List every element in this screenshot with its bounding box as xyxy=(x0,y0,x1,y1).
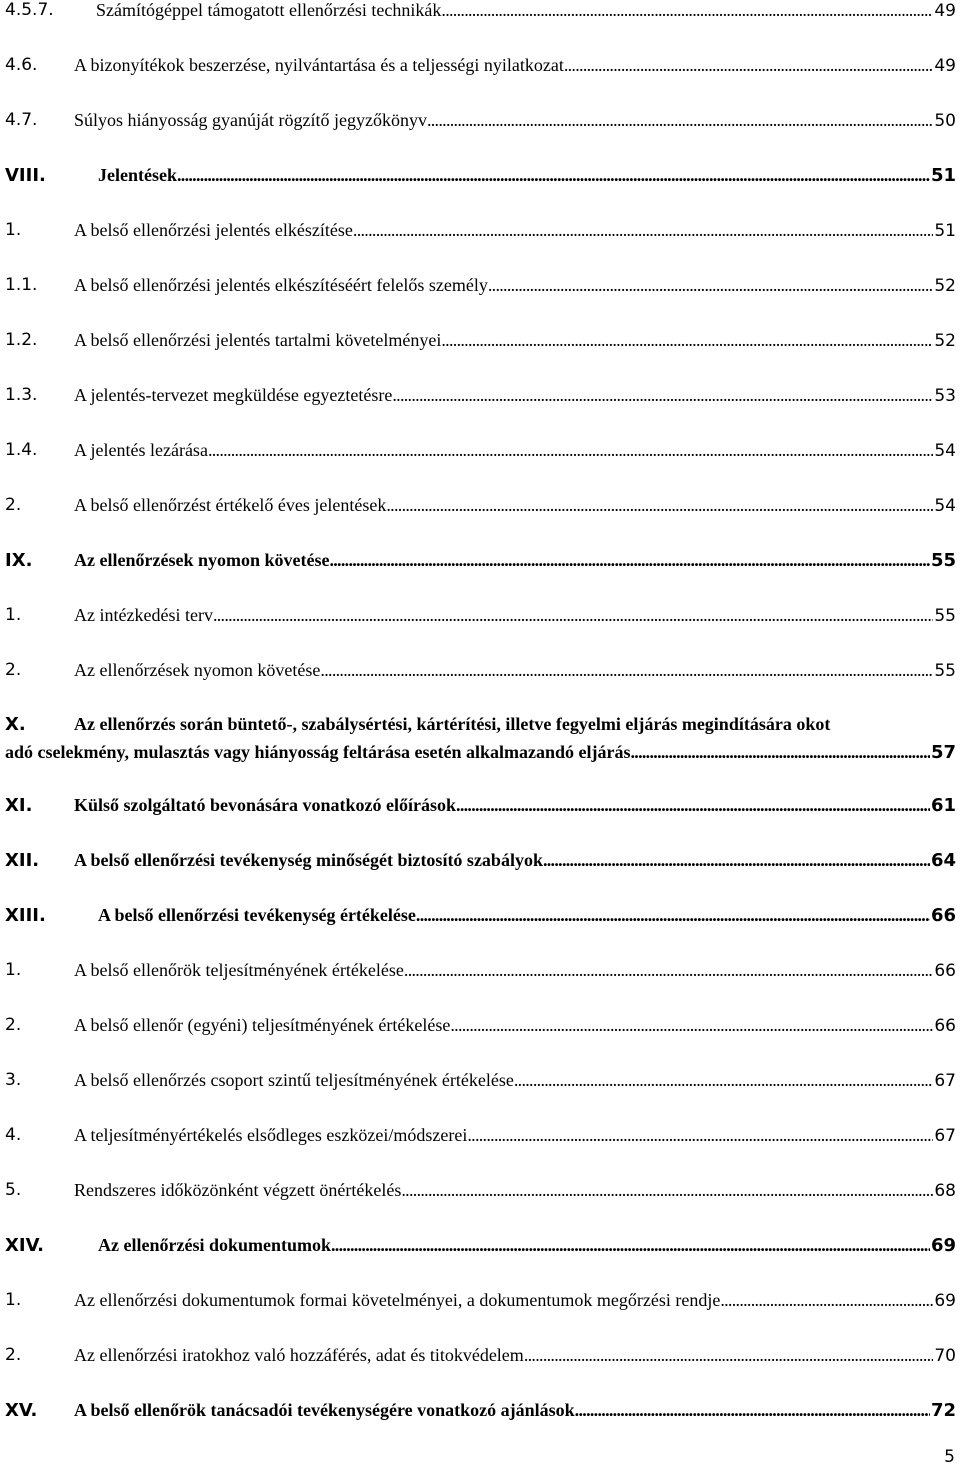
toc-entry-page: 66 xyxy=(934,1016,956,1036)
toc-entry-number: 1.2. xyxy=(5,330,38,350)
dot-leader xyxy=(450,1015,933,1036)
toc-entry-page: 66 xyxy=(934,961,956,981)
toc-entry-page: 64 xyxy=(930,850,956,871)
toc-entry-title: Az ellenőrzések nyomon követése xyxy=(74,660,321,680)
toc-chapter-entry[interactable] xyxy=(5,165,956,195)
toc-entry[interactable] xyxy=(5,1015,956,1045)
toc-entry[interactable] xyxy=(5,385,956,415)
toc-entry[interactable] xyxy=(5,605,956,635)
toc-entry[interactable] xyxy=(5,1125,956,1155)
toc-chapter-entry[interactable] xyxy=(5,1235,956,1265)
dot-leader xyxy=(543,850,930,871)
toc-entry-title: Az ellenőrzési dokumentumok xyxy=(98,1235,331,1255)
toc-entry-page: 67 xyxy=(934,1126,956,1146)
toc-entry-page: 72 xyxy=(930,1400,956,1421)
dot-leader xyxy=(575,1400,930,1421)
toc-entry-title: Jelentések xyxy=(98,165,177,185)
toc-entry-title: A belső ellenőrzési tevékenység minőségét biztosító szabályok xyxy=(74,850,543,870)
dot-leader xyxy=(386,495,933,516)
toc-entry-title: A belső ellenőrzést értékelő éves jelentések xyxy=(74,495,387,515)
toc-entry-page: 54 xyxy=(934,441,956,461)
dot-leader xyxy=(427,110,933,131)
toc-entry-title: Az ellenőrzési dokumentumok formai követelményei, a dokumentumok megőrzési rendje xyxy=(74,1290,721,1310)
dot-leader xyxy=(320,660,933,681)
toc-entry-title: Az ellenőrzések nyomon követése xyxy=(74,550,330,570)
toc-entry-number: IX. xyxy=(5,550,33,571)
dot-leader xyxy=(404,960,933,981)
toc-entry-page: 68 xyxy=(934,1181,956,1201)
toc-entry-number: XIII. xyxy=(5,905,46,926)
dot-leader xyxy=(456,795,930,816)
dot-leader xyxy=(416,905,930,926)
toc-entry-title: A belső ellenőrzési jelentés elkészítéséért felelős személy xyxy=(74,275,488,295)
toc-chapter-entry[interactable] xyxy=(5,550,956,580)
toc-entry-number: 2. xyxy=(5,660,22,680)
toc-entry[interactable] xyxy=(5,960,956,990)
toc-entry[interactable] xyxy=(5,275,956,305)
dot-leader xyxy=(720,1290,933,1311)
toc-entry[interactable] xyxy=(5,1070,956,1100)
toc-entry-number: XII. xyxy=(5,850,40,871)
toc-entry-title: A belső ellenőr (egyéni) teljesítményének értékelése xyxy=(74,1015,451,1035)
toc-entry-title-line2: adó cselekmény, mulasztás vagy hiányosság feltárása esetén alkalmazandó eljárás xyxy=(5,742,631,762)
toc-entry-page: 49 xyxy=(934,56,956,76)
dot-leader xyxy=(564,55,934,76)
toc-entry-number: 4.6. xyxy=(5,55,38,75)
toc-entry-number: 2. xyxy=(5,1015,22,1035)
toc-entry-number: XV. xyxy=(5,1400,38,1421)
toc-entry-number: 5. xyxy=(5,1180,22,1200)
toc-entry-page: 69 xyxy=(930,1235,956,1256)
toc-entry[interactable] xyxy=(5,660,956,690)
toc-entry[interactable] xyxy=(5,55,956,85)
page-number: 5 xyxy=(944,1447,955,1467)
toc-entry-page: 66 xyxy=(930,905,956,926)
toc-entry-number: VIII. xyxy=(5,165,46,186)
toc-entry-title: A jelentés lezárása xyxy=(74,440,208,460)
toc-entry-number: 1.3. xyxy=(5,385,38,405)
toc-entry-page: 69 xyxy=(934,1291,956,1311)
toc-chapter-entry[interactable] xyxy=(5,850,956,880)
toc-entry-title: A jelentés-tervezet megküldése egyeztetésre xyxy=(74,385,393,405)
toc-entry-number: 1.4. xyxy=(5,440,38,460)
toc-entry-number: 1. xyxy=(5,960,22,980)
toc-chapter-entry[interactable] xyxy=(5,905,956,935)
toc-entry-title: A bizonyítékok beszerzése, nyilvántartása és a teljességi nyilatkozat xyxy=(74,55,564,75)
toc-entry-title: Az intézkedési terv xyxy=(74,605,213,625)
toc-entry-number: 2. xyxy=(5,1345,22,1365)
dot-leader xyxy=(630,742,929,763)
toc-entry-page: 52 xyxy=(934,276,956,296)
toc-entry-number: 1.1. xyxy=(5,275,38,295)
toc-entry-number: 4.7. xyxy=(5,110,38,130)
dot-leader xyxy=(177,165,930,186)
dot-leader xyxy=(524,1345,934,1366)
toc-entry[interactable] xyxy=(5,220,956,250)
toc-entry-title: Számítógéppel támogatott ellenőrzési technikák xyxy=(96,0,442,20)
toc-entry[interactable] xyxy=(5,1345,956,1375)
toc-entry[interactable] xyxy=(5,1290,956,1320)
toc-entry[interactable] xyxy=(5,495,956,525)
dot-leader xyxy=(514,1070,934,1091)
toc-entry-page: 53 xyxy=(934,386,956,406)
dot-leader xyxy=(467,1125,933,1146)
toc-entry-number: XI. xyxy=(5,795,33,816)
toc-entry-title: Külső szolgáltató bevonására vonatkozó előírások xyxy=(74,795,457,815)
toc-entry-page: 50 xyxy=(934,111,956,131)
toc-entry-title: Rendszeres időközönként végzett önértékelés xyxy=(74,1180,402,1200)
dot-leader xyxy=(392,385,933,406)
toc-entry-title: A belső ellenőrök teljesítményének értékelése xyxy=(74,960,404,980)
dot-leader xyxy=(331,1235,930,1256)
toc-entry-title: Az ellenőrzési iratokhoz való hozzáférés, adat és titokvédelem xyxy=(74,1345,524,1365)
toc-entry[interactable] xyxy=(5,0,956,30)
toc-entry-page: 67 xyxy=(934,1071,956,1091)
toc-entry[interactable] xyxy=(5,1180,956,1210)
toc-entry-page: 55 xyxy=(934,606,956,626)
dot-leader xyxy=(441,330,933,351)
toc-entry-page: 51 xyxy=(930,165,956,186)
toc-entry-number: 1. xyxy=(5,605,22,625)
toc-entry-page: 61 xyxy=(930,795,956,816)
toc-entry-page: 55 xyxy=(934,661,956,681)
toc-entry-number: 4. xyxy=(5,1125,22,1145)
toc-entry[interactable] xyxy=(5,440,956,470)
toc-entry-number: 3. xyxy=(5,1070,22,1090)
toc-entry-page: 49 xyxy=(934,1,956,21)
toc-entry-number: 2. xyxy=(5,495,22,515)
toc-entry-page: 52 xyxy=(934,331,956,351)
toc-entry-number: 1. xyxy=(5,220,22,240)
toc-entry[interactable] xyxy=(5,110,956,140)
dot-leader xyxy=(401,1180,933,1201)
toc-entry-number: X. xyxy=(5,714,26,735)
toc-entry-page: 54 xyxy=(934,496,956,516)
toc-entry-page: 55 xyxy=(930,550,956,571)
toc-entry-title: A belső ellenőrzési jelentés elkészítése xyxy=(74,220,353,240)
toc-entry[interactable] xyxy=(5,330,956,360)
toc-entry-title: A teljesítményértékelés elsődleges eszközei/módszerei xyxy=(74,1125,468,1145)
toc-entry-page: 57 xyxy=(930,742,956,763)
dot-leader xyxy=(353,220,933,241)
dot-leader xyxy=(441,0,933,21)
dot-leader xyxy=(488,275,934,296)
toc-entry-page: 51 xyxy=(934,221,956,241)
toc-entry-title: A belső ellenőrzés csoport szintű teljesítményének értékelése xyxy=(74,1070,514,1090)
toc-entry-title: A belső ellenőrzési tevékenység értékelése xyxy=(98,905,416,925)
toc-entry-title: Súlyos hiányosság gyanúját rögzítő jegyzőkönyv xyxy=(74,110,427,130)
dot-leader xyxy=(329,550,929,571)
toc-entry-title-line1: Az ellenőrzés során büntető-, szabálysértési, kártérítési, illetve fegyelmi eljárás megindítására okot xyxy=(74,714,831,734)
toc-chapter-entry[interactable] xyxy=(5,795,956,825)
toc-entry-title: A belső ellenőrök tanácsadói tevékenységére vonatkozó ajánlások xyxy=(74,1400,575,1420)
toc-entry-number: 4.5.7. xyxy=(5,0,54,20)
toc-entry-page: 70 xyxy=(934,1346,956,1366)
toc-entry-title: A belső ellenőrzési jelentés tartalmi követelményei xyxy=(74,330,442,350)
dot-leader xyxy=(208,440,933,461)
dot-leader xyxy=(213,605,933,626)
toc-chapter-entry[interactable] xyxy=(5,1400,956,1430)
toc-entry-number: XIV. xyxy=(5,1235,45,1256)
toc-entry-number: 1. xyxy=(5,1290,22,1310)
